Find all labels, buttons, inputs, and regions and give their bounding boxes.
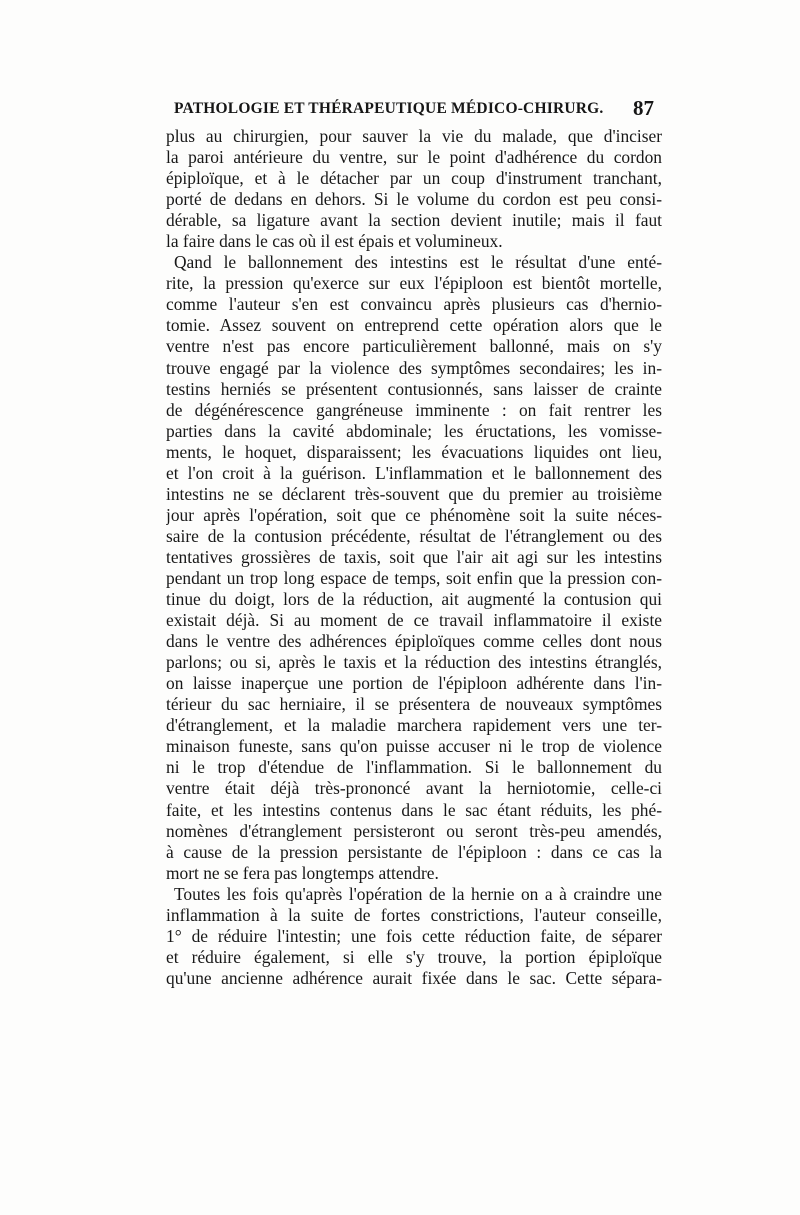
text-line: intestins ne se déclarent très-souvent que du premier au troisième xyxy=(166,483,662,504)
text-line: nomènes d'étranglement persisteront ou seront très-peu amendés, xyxy=(166,820,662,841)
text-line: testins herniés se présentent contusionnés, sans laisser de crainte xyxy=(166,378,662,399)
text-line: ventre n'est pas encore particulièrement ballonné, mais on s'y xyxy=(166,336,662,357)
text-line: Qand le ballonnement des intestins est le résultat d'une enté- xyxy=(174,252,662,273)
body-text xyxy=(166,126,662,989)
text-line: et réduire également, si elle s'y trouve, la portion épiploïque xyxy=(166,946,662,967)
text-line: parties dans la cavité abdominale; les éructations, les vomisse- xyxy=(166,420,662,441)
text-line: épiploïque, et à le détacher par un coup d'instrument tranchant, xyxy=(166,168,662,189)
text-line: et l'on croit à la guérison. L'inflammation et le ballonnement des xyxy=(166,462,662,483)
text-line: Toutes les fois qu'après l'opération de la hernie on a à craindre une xyxy=(174,883,662,904)
page-header xyxy=(172,96,664,124)
text-line: la faire dans le cas où il est épais et volumineux. xyxy=(166,231,503,252)
text-line: minaison funeste, sans qu'on puisse accuser ni le trop de violence xyxy=(166,736,662,757)
text-line: rite, la pression qu'exerce sur eux l'épiploon est bientôt mortelle, xyxy=(166,273,662,294)
text-line: tentatives grossières de taxis, soit que l'air ait agi sur les intestins xyxy=(166,546,662,567)
paragraph xyxy=(166,126,662,252)
text-line: inflammation à la suite de fortes constrictions, l'auteur conseille, xyxy=(166,904,662,925)
text-line: dans le ventre des adhérences épiploïques comme celles dont nous xyxy=(166,631,662,652)
page-number: 87 xyxy=(633,96,654,120)
text-line: ventre était déjà très-prononcé avant la herniotomie, celle-ci xyxy=(166,778,662,799)
text-line: térieur du sac herniaire, il se présentera de nouveaux symptômes xyxy=(166,694,662,715)
text-line: on laisse inaperçue une portion de l'épiploon adhérente dans l'in- xyxy=(166,673,662,694)
text-line: d'étranglement, et la maladie marchera rapidement vers une ter- xyxy=(166,715,662,736)
text-line: tinue du doigt, lors de la réduction, ait augmenté la contusion qui xyxy=(166,589,662,610)
text-line: faite, et les intestins contenus dans le sac étant réduits, les phé- xyxy=(166,799,662,820)
text-line: parlons; ou si, après le taxis et la réduction des intestins étranglés, xyxy=(166,652,662,673)
text-line: qu'une ancienne adhérence aurait fixée dans le sac. Cette sépara- xyxy=(166,967,662,988)
text-line: jour après l'opération, soit que ce phénomène soit la suite néces- xyxy=(166,504,662,525)
text-line: comme l'auteur s'en est convaincu après plusieurs cas d'hernio- xyxy=(166,294,662,315)
text-line: plus au chirurgien, pour sauver la vie du malade, que d'inciser xyxy=(166,126,662,146)
text-line: ments, le hoquet, disparaissent; les évacuations liquides ont lieu, xyxy=(166,441,662,462)
text-line: porté de dedans en dehors. Si le volume du cordon est peu consi- xyxy=(166,189,662,210)
text-line: saire de la contusion précédente, résultat de l'étranglement ou des xyxy=(166,525,662,546)
text-line: à cause de la pression persistante de l'épiploon : dans ce cas la xyxy=(166,841,662,862)
text-line: la paroi antérieure du ventre, sur le point d'adhérence du cordon xyxy=(166,147,662,168)
paragraph xyxy=(166,884,662,989)
text-line: 1° de réduire l'intestin; une fois cette réduction faite, de séparer xyxy=(166,925,662,946)
text-line: dérable, sa ligature avant la section devient inutile; mais il faut xyxy=(166,210,662,231)
text-line: trouve engagé par la violence des symptômes secondaires; les in- xyxy=(166,357,662,378)
text-line: de dégénérescence gangréneuse imminente : on fait rentrer les xyxy=(166,399,662,420)
text-line: mort ne se fera pas longtemps attendre. xyxy=(166,862,439,883)
text-line: tomie. Assez souvent on entreprend cette opération alors que le xyxy=(166,315,662,336)
text-line: existait déjà. Si au moment de ce travail inflammatoire il existe xyxy=(166,610,662,631)
text-line: ni le trop d'étendue de l'inflammation. Si le ballonnement du xyxy=(166,757,662,778)
paragraph xyxy=(166,252,662,883)
text-line: pendant un trop long espace de temps, soit enfin que la pression con- xyxy=(166,567,662,588)
running-title: PATHOLOGIE ET THÉRAPEUTIQUE MÉDICO-CHIRURG. xyxy=(174,100,604,117)
